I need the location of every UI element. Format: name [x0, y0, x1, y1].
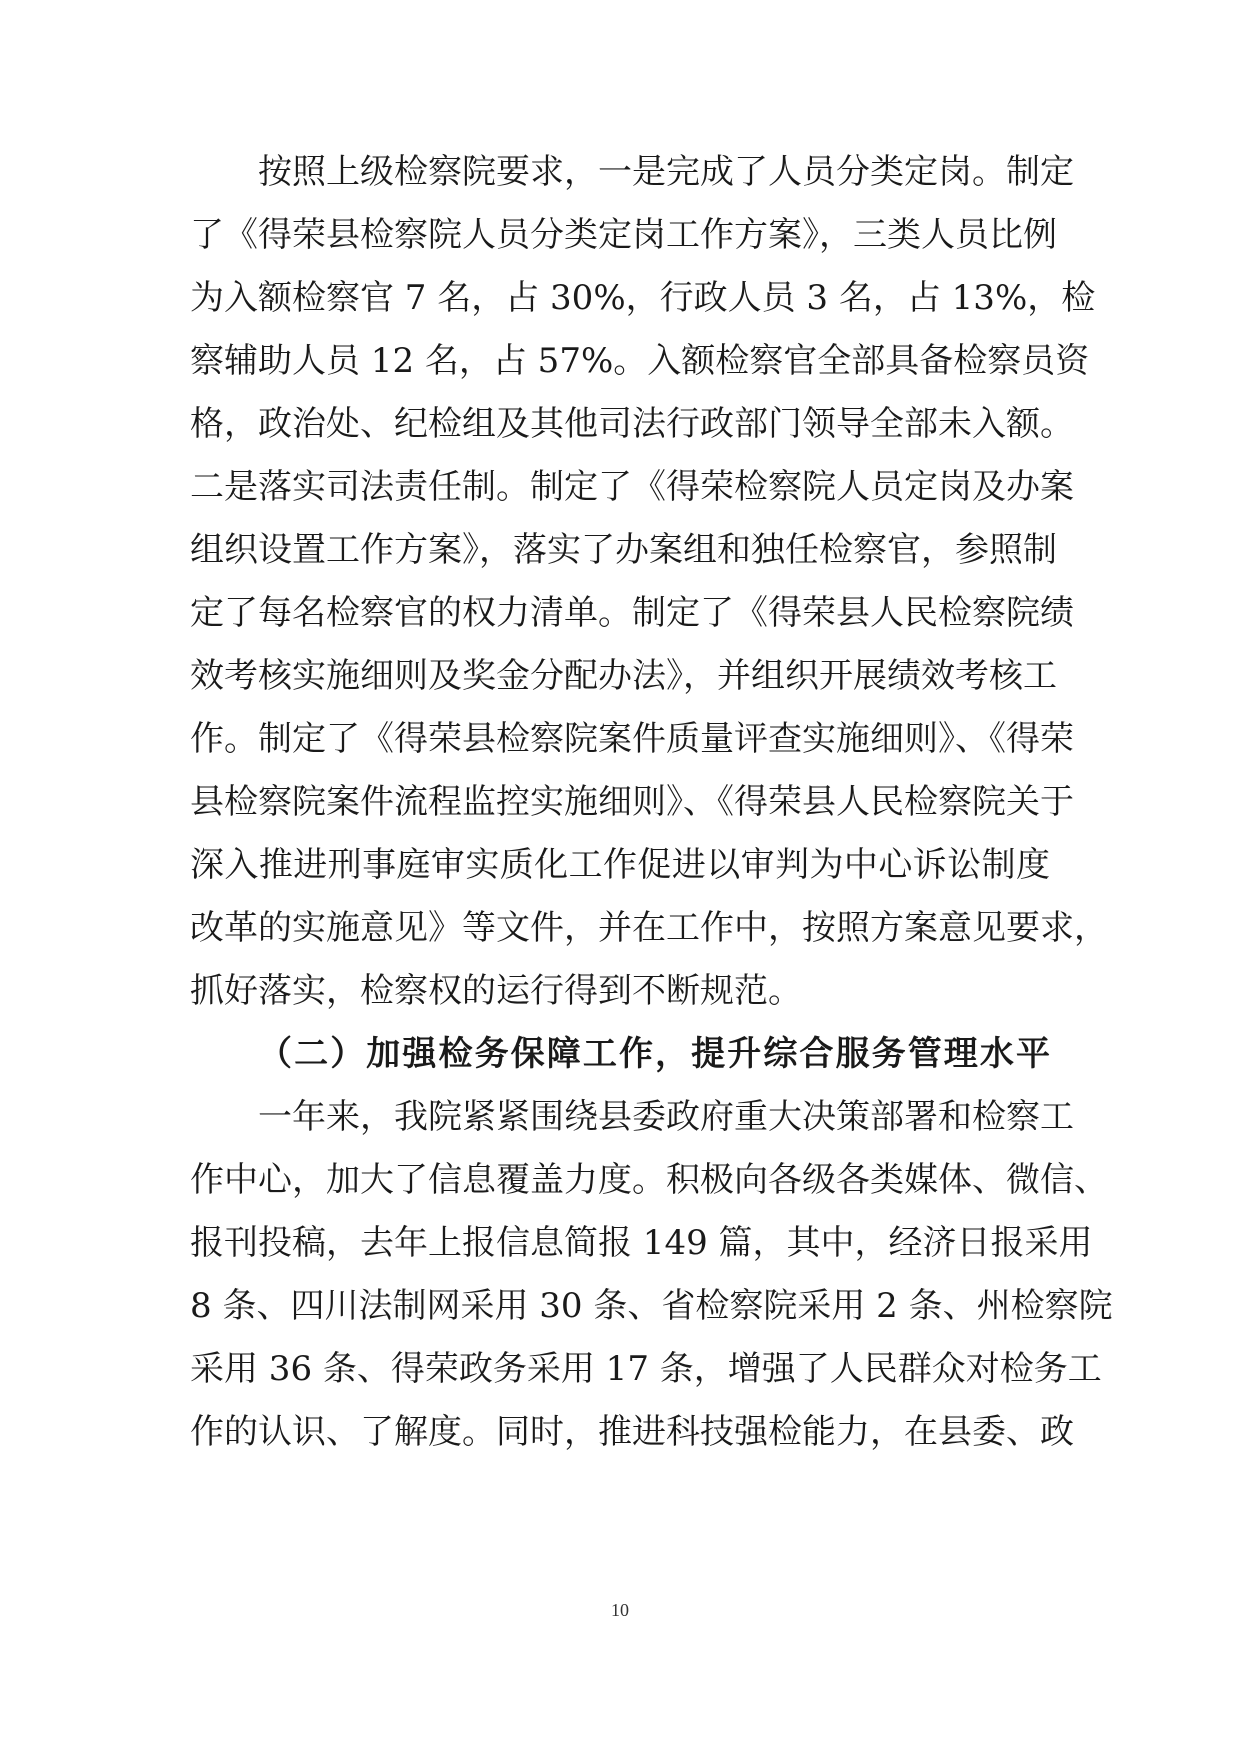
paragraph-line: 格，政治处、纪检组及其他司法行政部门领导全部未入额。 — [190, 404, 1074, 444]
paragraph-line: 采用 36 条、得荣政务采用 17 条，增强了人民群众对检务工 — [190, 1349, 1102, 1389]
paragraph-line: 一年来，我院紧紧围绕县委政府重大决策部署和检察工 — [258, 1097, 1074, 1137]
paragraph-line: 县检察院案件流程监控实施细则》、《得荣县人民检察院关于 — [190, 782, 1074, 822]
paragraph-line: 效考核实施细则及奖金分配办法》，并组织开展绩效考核工 — [190, 656, 1057, 696]
paragraph-line: 察辅助人员 12 名，占 57%。入额检察官全部具备检察员资 — [190, 341, 1090, 381]
paragraph-line: 作的认识、了解度。同时，推进科技强检能力，在县委、政 — [190, 1412, 1074, 1452]
paragraph-line: 深入推进刑事庭审实质化工作促进以审判为中心诉讼制度 — [190, 845, 1050, 885]
paragraph-line: 按照上级检察院要求，一是完成了人员分类定岗。制定 — [258, 152, 1074, 192]
paragraph-line: 抓好落实，检察权的运行得到不断规范。 — [190, 971, 802, 1011]
section-heading: （二）加强检务保障工作，提升综合服务管理水平 — [258, 1034, 1050, 1074]
paragraph-line: 二是落实司法责任制。制定了《得荣检察院人员定岗及办案 — [190, 467, 1074, 507]
paragraph-line: 作。制定了《得荣县检察院案件质量评查实施细则》、《得荣 — [190, 719, 1074, 759]
paragraph-line: 为入额检察官 7 名，占 30%，行政人员 3 名，占 13%，检 — [190, 278, 1096, 318]
paragraph-line: 了《得荣县检察院人员分类定岗工作方案》，三类人员比例 — [190, 215, 1057, 255]
paragraph-line: 定了每名检察官的权力清单。制定了《得荣县人民检察院绩 — [190, 593, 1074, 633]
paragraph-line: 作中心，加大了信息覆盖力度。积极向各级各类媒体、微信、 — [190, 1160, 1108, 1200]
paragraph-line: 报刊投稿，去年上报信息简报 149 篇，其中，经济日报采用 — [190, 1223, 1093, 1263]
paragraph-line: 组织设置工作方案》，落实了办案组和独任检察官，参照制 — [190, 530, 1057, 570]
page-number: 10 — [611, 1600, 629, 1620]
paragraph-line: 8 条、四川法制网采用 30 条、省检察院采用 2 条、州检察院 — [190, 1286, 1113, 1326]
paragraph-line: 改革的实施意见》等文件，并在工作中，按照方案意见要求， — [190, 908, 1108, 948]
